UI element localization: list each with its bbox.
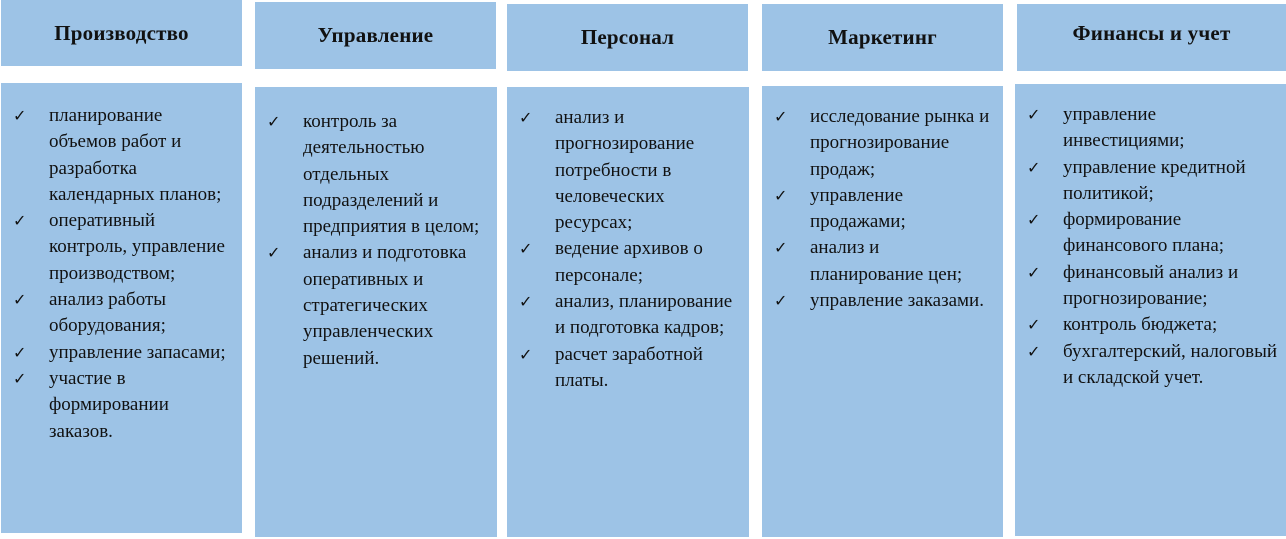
item-text: участие в формировании заказов. — [49, 367, 169, 442]
header-title: Маркетинг — [828, 25, 937, 49]
header-title: Производство — [54, 20, 189, 45]
list-item — [774, 288, 995, 314]
list-item — [267, 109, 489, 240]
header-management — [255, 2, 496, 69]
item-list — [774, 104, 995, 314]
check-icon: ✓ — [519, 108, 533, 127]
check-icon: ✓ — [774, 238, 788, 258]
item-text: контроль бюджета; — [1063, 314, 1218, 336]
check-icon: ✓ — [1027, 157, 1041, 177]
list-item — [519, 289, 741, 342]
check-icon: ✓ — [774, 185, 788, 205]
item-text: финансовый анализ и прогнозирование; — [1063, 261, 1239, 310]
check-icon: ✓ — [1027, 315, 1041, 335]
box-marketing — [762, 86, 1003, 537]
check-icon: ✓ — [267, 243, 281, 263]
item-list — [1027, 102, 1280, 391]
check-icon: ✓ — [267, 112, 281, 131]
box-personnel — [507, 87, 749, 537]
check-icon: ✓ — [774, 107, 788, 126]
check-icon: ✓ — [519, 239, 533, 259]
check-icon: ✓ — [774, 291, 788, 311]
list-item — [774, 183, 995, 236]
check-icon: ✓ — [13, 290, 27, 310]
list-item — [13, 340, 234, 366]
item-list — [519, 105, 741, 394]
item-text: расчет заработной платы. — [555, 343, 703, 391]
item-text: ведение архивов о персонале; — [555, 238, 703, 286]
list-item — [1027, 260, 1280, 313]
list-item — [13, 208, 234, 287]
list-item — [13, 103, 234, 208]
item-text: анализ и подготовка оперативных и стратегических управленческих решений. — [303, 242, 467, 369]
header-personnel — [507, 4, 748, 71]
item-text: управление продажами; — [810, 184, 906, 233]
check-icon: ✓ — [13, 211, 27, 231]
list-item — [1027, 312, 1280, 338]
item-text: планирование объемов работ и разработка календарных планов; — [49, 105, 222, 205]
list-item — [267, 240, 489, 371]
list-item — [13, 287, 234, 340]
box-management — [255, 87, 497, 537]
check-icon: ✓ — [13, 368, 27, 388]
header-title: Управление — [317, 23, 434, 47]
item-text: оперативный контроль, управление производством; — [49, 210, 225, 284]
check-icon: ✓ — [519, 344, 533, 364]
item-text: управление инвестициями; — [1063, 104, 1185, 152]
item-text: анализ, планирование и подготовка кадров; — [555, 291, 733, 339]
check-icon: ✓ — [519, 292, 533, 312]
item-text: формирование финансового плана; — [1063, 209, 1225, 257]
check-icon: ✓ — [1027, 262, 1041, 282]
list-item — [1027, 339, 1280, 392]
list-item — [1027, 102, 1280, 155]
list-item — [13, 366, 234, 445]
item-text: исследование рынка и прогнозирование продаж; — [810, 106, 990, 180]
list-item — [519, 236, 741, 289]
list-item — [1027, 155, 1280, 208]
item-list — [267, 109, 489, 372]
item-text: бухгалтерский, налоговый и складской учет. — [1063, 340, 1278, 388]
list-item — [774, 104, 995, 183]
list-item — [774, 235, 995, 288]
item-text: управление заказами. — [810, 290, 984, 312]
item-text: анализ работы оборудования; — [49, 289, 167, 337]
box-finance — [1015, 84, 1286, 536]
header-production — [1, 0, 242, 66]
item-text: контроль за деятельностью отдельных подразделений и предприятия в целом; — [303, 111, 480, 238]
check-icon: ✓ — [1027, 210, 1041, 230]
check-icon: ✓ — [13, 342, 27, 362]
header-marketing — [762, 4, 1003, 71]
list-item — [519, 342, 741, 395]
list-item — [519, 105, 741, 236]
check-icon: ✓ — [1027, 105, 1041, 124]
list-item — [1027, 207, 1280, 260]
item-text: управление кредитной политикой; — [1063, 156, 1246, 204]
check-icon: ✓ — [13, 106, 27, 125]
item-text: анализ и планирование цен; — [810, 237, 963, 285]
header-title: Персонал — [580, 25, 675, 49]
box-production — [1, 83, 242, 533]
item-text: анализ и прогнозирование потребности в человеческих ресурсах; — [555, 107, 695, 234]
header-finance — [1017, 4, 1286, 71]
item-list — [13, 103, 234, 445]
header-title: Финансы и учет — [1072, 21, 1231, 45]
item-text: управление запасами; — [49, 341, 226, 363]
check-icon: ✓ — [1027, 341, 1041, 361]
